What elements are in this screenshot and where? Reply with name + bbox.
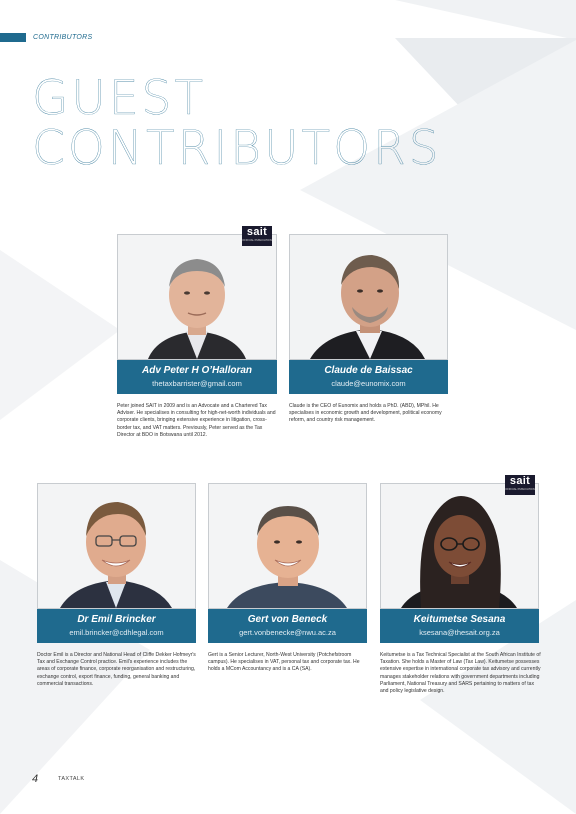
contributor-photo bbox=[208, 483, 367, 609]
contributor-photo bbox=[289, 234, 448, 360]
contributor-card-sesana bbox=[380, 483, 539, 643]
sait-logo bbox=[505, 475, 535, 495]
page-number: 4 bbox=[32, 773, 39, 785]
contributor-name: Gert von Beneck bbox=[247, 614, 328, 625]
contributor-nameplate bbox=[289, 360, 448, 394]
portrait-image bbox=[381, 484, 538, 608]
contributor-bio: Claude is the CEO of Eunomix and holds a PhD. (ABD), MPhil. He specialises in economic growth and development, political economy reform, and country risk management. bbox=[289, 403, 442, 424]
contributor-photo bbox=[37, 483, 196, 609]
section-label: CONTRIBUTORS bbox=[33, 34, 93, 41]
contributor-name: Claude de Baissac bbox=[324, 365, 413, 376]
contributor-nameplate bbox=[380, 609, 539, 643]
portrait-image bbox=[118, 235, 276, 359]
title-line-1: GUEST bbox=[32, 71, 207, 126]
contributor-bio: Gert is a Senior Lecturer, North-West University (Potchefstroom campus). He specialises in VAT, personal tax and corporate tax. He holds a MCom Accountancy and is a CA (SA). bbox=[208, 652, 360, 673]
contributor-card-de-baissac bbox=[289, 234, 448, 394]
contributor-nameplate bbox=[117, 360, 277, 394]
contributor-card-ohalloran bbox=[117, 234, 277, 394]
contributor-nameplate bbox=[37, 609, 196, 643]
portrait-image bbox=[290, 235, 447, 359]
contributor-name: Dr Emil Brincker bbox=[77, 614, 156, 625]
title-line-2: CONTRIBUTORS bbox=[32, 121, 442, 176]
contributor-photo bbox=[117, 234, 277, 360]
sait-logo-text: sait bbox=[509, 475, 531, 487]
section-marker bbox=[0, 33, 26, 42]
contributor-bio: Keitumetse is a Tax Technical Specialist at the South African Institute of Taxation. She holds a Master of Law (Tax Law). Keitumetse possesses extensive expertise in international corporate tax advisory and currently manages stakeholder relations with government departments including Parliament, National Treasury and SARS pertaining to matters of tax and policy legislative design. bbox=[380, 652, 541, 695]
magazine-name: TAXTALK bbox=[58, 776, 85, 782]
contributor-bio: Doctor Emil is a Director and National Head of Cliffe Dekker Hofmeyr's Tax and Exchange Control practice. Emil's experience includes the areas of corporate finance, corporate reorganisation and restructuring, exchange control, export finance, funding, general banking and commercial transactions. bbox=[37, 652, 196, 687]
contributor-nameplate bbox=[208, 609, 367, 643]
contributor-name: Keitumetse Sesana bbox=[413, 614, 506, 625]
contributor-photo bbox=[380, 483, 539, 609]
portrait-image bbox=[38, 484, 195, 608]
sait-logo-subtext: OFFICIAL PUBLICATION bbox=[242, 239, 272, 242]
contributor-card-brincker bbox=[37, 483, 196, 643]
contributor-email[interactable]: ksesana@thesait.org.za bbox=[419, 628, 500, 637]
sait-logo bbox=[242, 226, 272, 246]
contributor-name: Adv Peter H O’Halloran bbox=[141, 365, 253, 376]
portrait-image bbox=[209, 484, 366, 608]
sait-logo-text: sait bbox=[246, 226, 268, 238]
contributor-email[interactable]: thetaxbarrister@gmail.com bbox=[152, 379, 242, 388]
contributor-bio: Peter joined SAIT in 2009 and is an Advocate and a Chartered Tax Adviser. He specialises in consulting for high-net-worth individuals and corporate clients, bringing extensive experience in litigation, cross-border tax, and VAT matters. Previously, Peter served as the Tax Director at BDO in Botswana until 2012. bbox=[117, 403, 276, 438]
sait-logo-subtext: OFFICIAL PUBLICATION bbox=[505, 488, 535, 491]
page-title bbox=[32, 71, 442, 176]
contributor-email[interactable]: emil.brincker@cdhlegal.com bbox=[69, 628, 164, 637]
contributor-email[interactable]: claude@eunomix.com bbox=[331, 379, 406, 388]
contributor-card-von-beneck bbox=[208, 483, 367, 643]
contributor-email[interactable]: gert.vonbenecke@nwu.ac.za bbox=[239, 628, 336, 637]
